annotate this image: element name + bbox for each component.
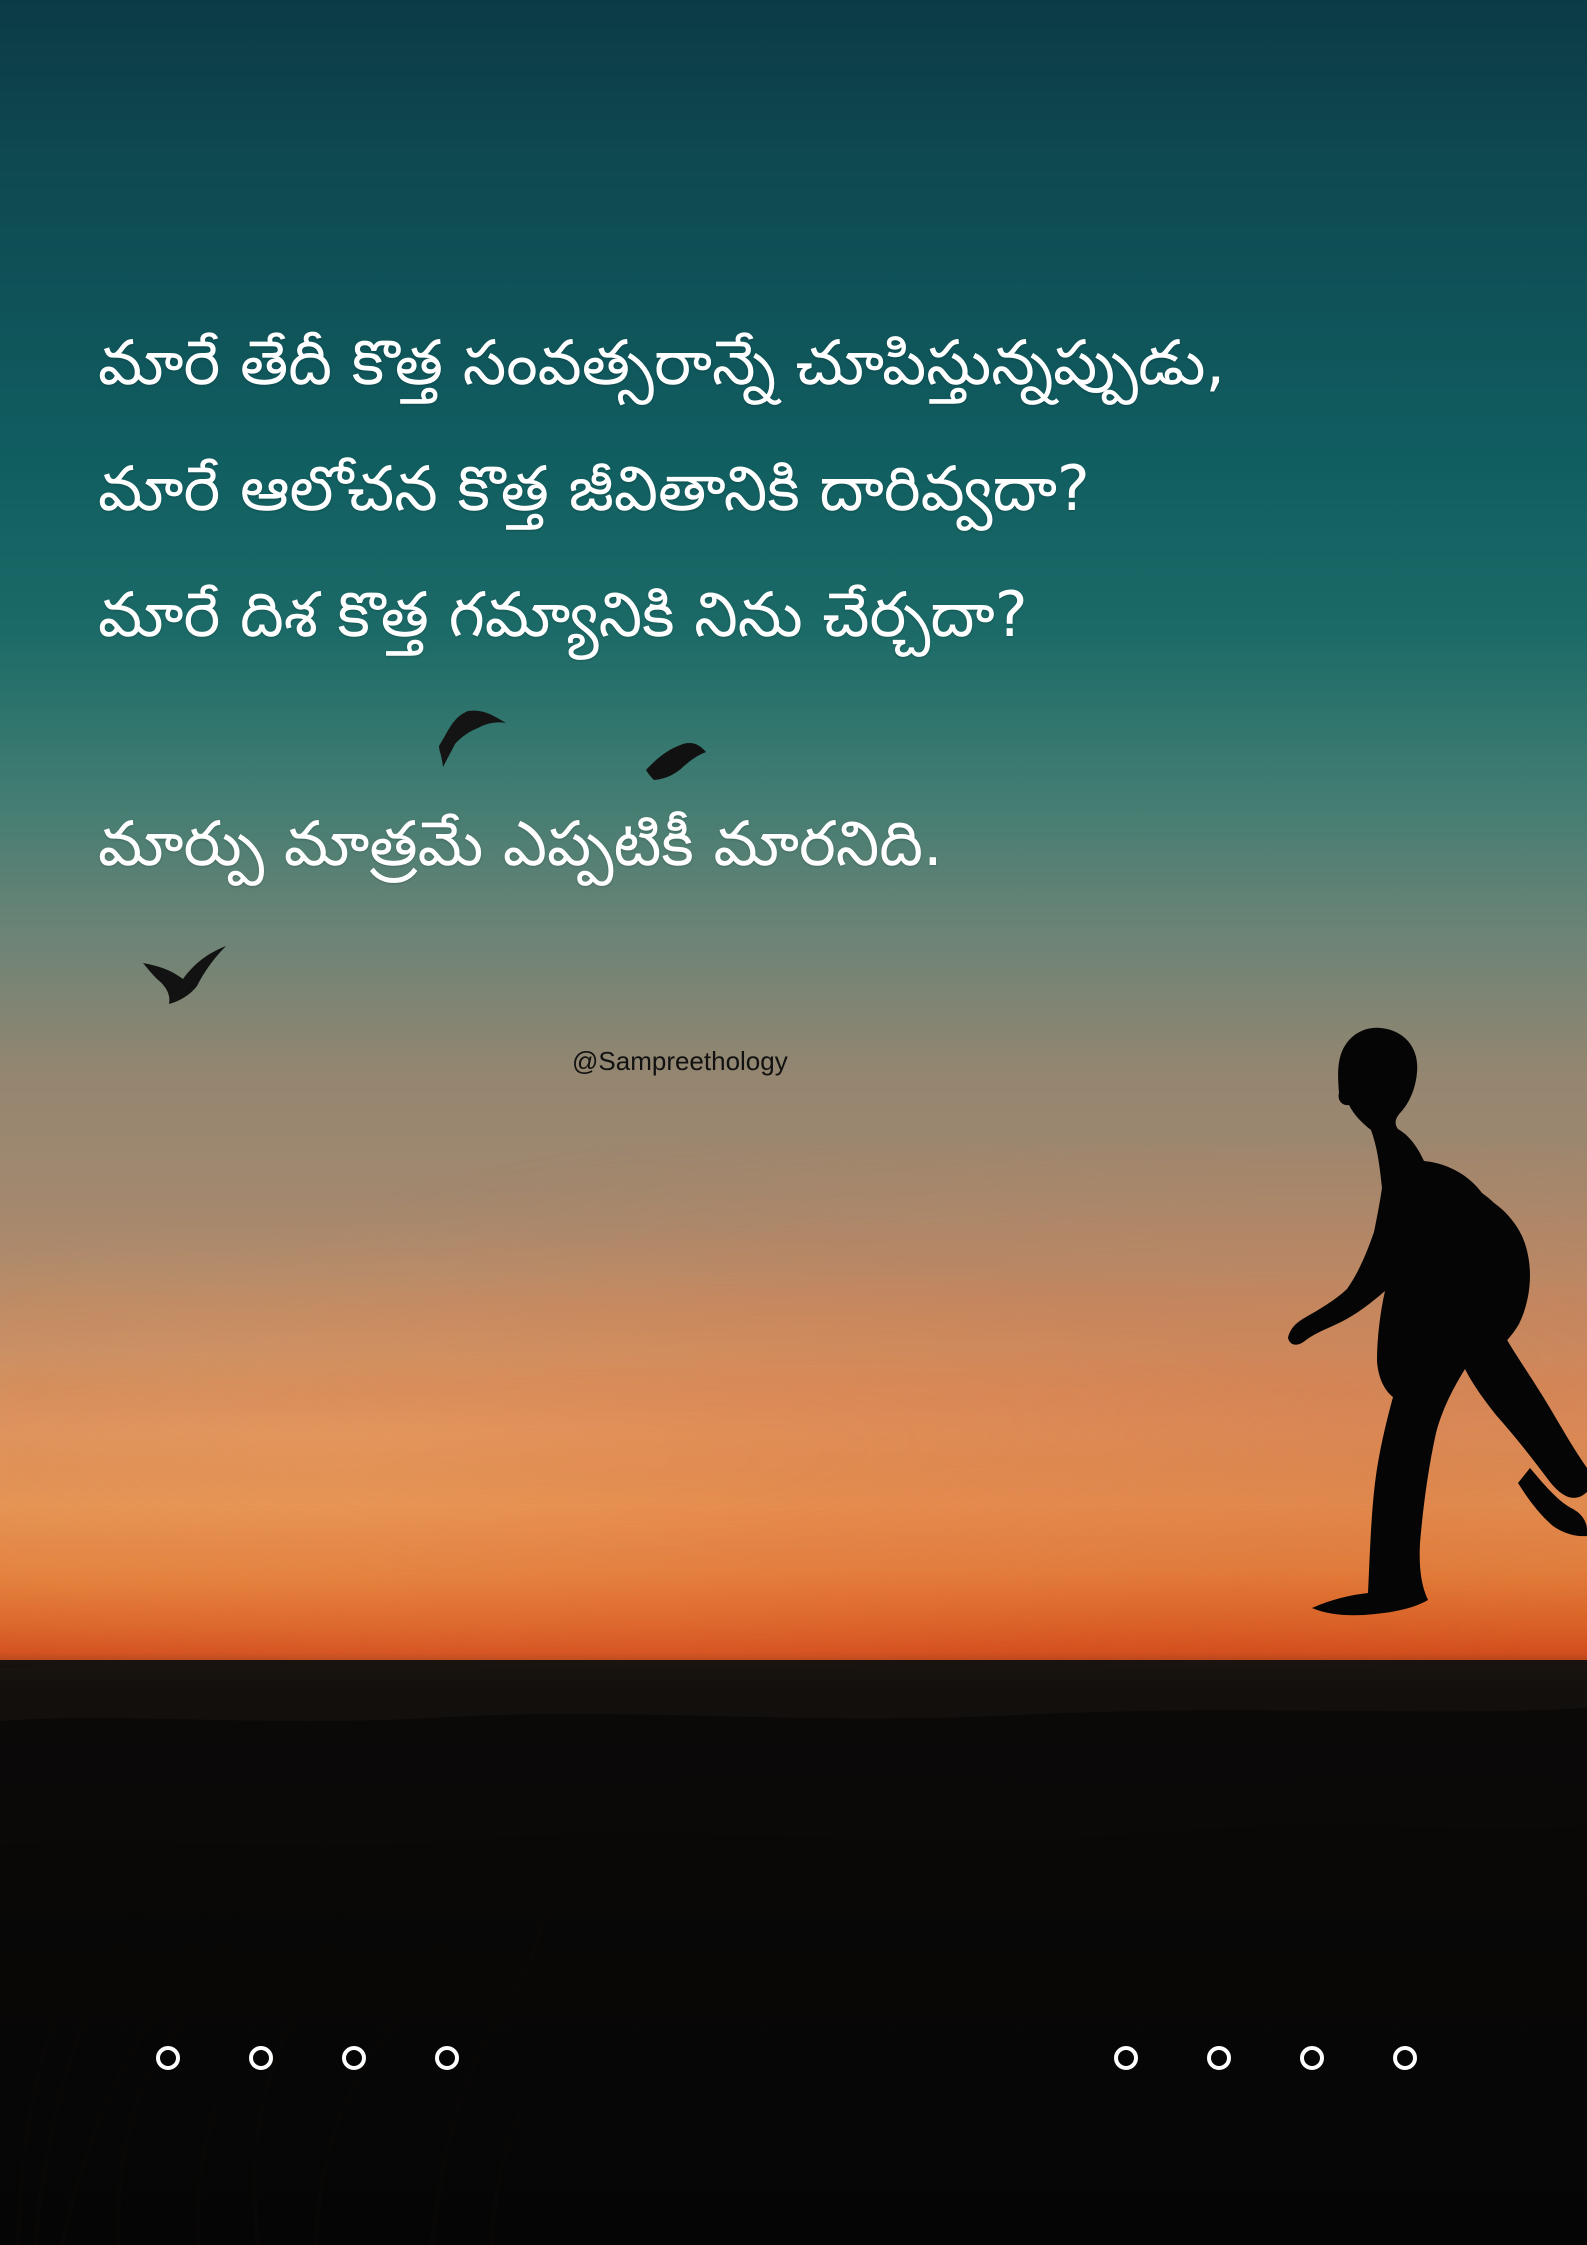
circle-outline-icon [1300,2046,1324,2070]
decorative-dots-right [1114,2046,1417,2080]
circle-outline-icon [156,2046,180,2070]
circle-outline-icon [1207,2046,1231,2070]
quote-line-3: మారే దిశ కొత్త గమ్యానికి నిను చేర్చదా? [98,578,1028,651]
circle-outline-icon [435,2046,459,2070]
circle-outline-icon [1393,2046,1417,2070]
circle-outline-icon [249,2046,273,2070]
foreground-grass-silhouette [0,1600,1587,2245]
quote-line-2: మారే ఆలోచన కొత్త జీవితానికి దారివ్వదా? [98,452,1090,525]
author-handle: @Sampreethology [572,1046,788,1076]
decorative-dots-left [156,2046,459,2080]
quote-line-1: మారే తేదీ కొత్త సంవత్సరాన్నే చూపిస్తున్నప్పుడు, [98,326,1226,399]
circle-outline-icon [342,2046,366,2070]
quote-closing-line: మార్పు మాత్రమే ఎప్పటికీ మారనిది. [98,807,943,880]
walking-traveler-silhouette-icon [1230,1020,1587,1670]
circle-outline-icon [1114,2046,1138,2070]
telugu-quote [98,300,1548,907]
quote-spacing [98,678,1548,781]
